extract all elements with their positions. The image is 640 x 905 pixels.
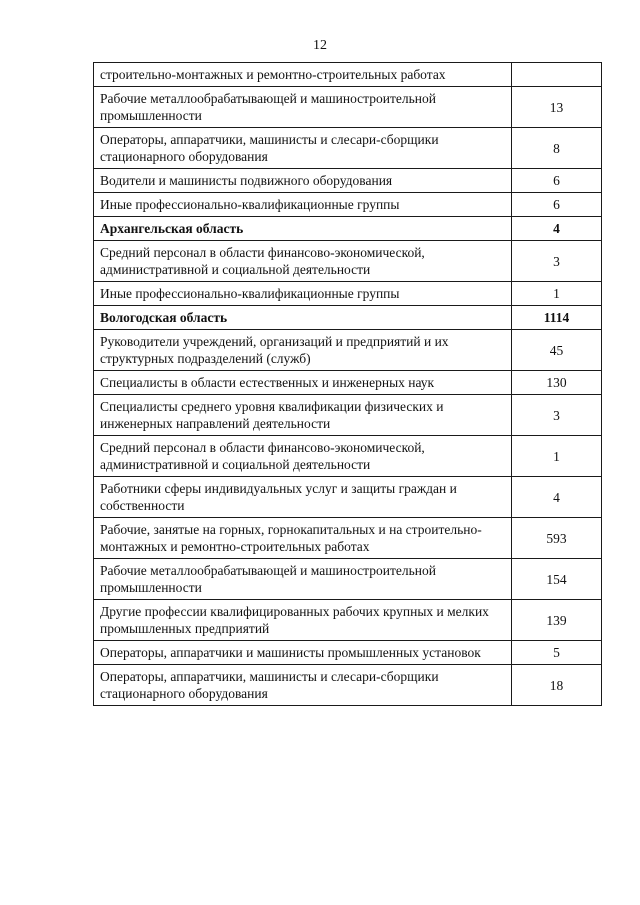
table-row <box>94 477 602 518</box>
occupation-group: Рабочие, занятые на горных, горнокапитальных и на строительно-монтажных и ремонтно-строительных работах <box>94 518 512 559</box>
occupation-group: Операторы, аппаратчики и машинисты промышленных установок <box>94 641 512 665</box>
occupation-group: Другие профессии квалифицированных рабочих крупных и мелких промышленных предприятий <box>94 600 512 641</box>
count-value: 8 <box>512 128 602 169</box>
table-row <box>94 559 602 600</box>
region-row <box>94 306 602 330</box>
occupation-group: строительно-монтажных и ремонтно-строительных работах <box>94 63 512 87</box>
count-value: 4 <box>512 217 602 241</box>
count-value: 1114 <box>512 306 602 330</box>
occupation-group: Иные профессионально-квалификационные группы <box>94 282 512 306</box>
table-row <box>94 395 602 436</box>
count-value: 154 <box>512 559 602 600</box>
table-row <box>94 330 602 371</box>
table-row <box>94 641 602 665</box>
count-value: 593 <box>512 518 602 559</box>
region-name: Архангельская область <box>94 217 512 241</box>
table-row <box>94 282 602 306</box>
count-value: 13 <box>512 87 602 128</box>
count-value: 3 <box>512 395 602 436</box>
table-row <box>94 518 602 559</box>
count-value: 18 <box>512 665 602 706</box>
table-row <box>94 87 602 128</box>
occupation-group: Руководители учреждений, организаций и предприятий и их структурных подразделений (служб) <box>94 330 512 371</box>
table-row <box>94 600 602 641</box>
occupation-group: Средний персонал в области финансово-экономической, административной и социальной деятельности <box>94 241 512 282</box>
page-number: 12 <box>313 38 327 53</box>
count-value: 3 <box>512 241 602 282</box>
table-row <box>94 128 602 169</box>
table-row <box>94 665 602 706</box>
count-value: 6 <box>512 169 602 193</box>
count-value: 6 <box>512 193 602 217</box>
table-row <box>94 169 602 193</box>
count-value: 4 <box>512 477 602 518</box>
region-row <box>94 217 602 241</box>
count-value: 139 <box>512 600 602 641</box>
count-value: 45 <box>512 330 602 371</box>
table-row <box>94 436 602 477</box>
count-value <box>512 63 602 87</box>
occupation-group: Работники сферы индивидуальных услуг и защиты граждан и собственности <box>94 477 512 518</box>
occupation-group: Операторы, аппаратчики, машинисты и слесари-сборщики стационарного оборудования <box>94 128 512 169</box>
table-row <box>94 241 602 282</box>
occupation-group: Водители и машинисты подвижного оборудования <box>94 169 512 193</box>
count-value: 1 <box>512 282 602 306</box>
occupation-group: Специалисты в области естественных и инженерных наук <box>94 371 512 395</box>
table-row <box>94 371 602 395</box>
occupation-group: Рабочие металлообрабатывающей и машиностроительной промышленности <box>94 87 512 128</box>
count-value: 5 <box>512 641 602 665</box>
occupation-group: Специалисты среднего уровня квалификации физических и инженерных направлений деятельности <box>94 395 512 436</box>
occupation-group: Средний персонал в области финансово-экономической, административной и социальной деятельности <box>94 436 512 477</box>
count-value: 1 <box>512 436 602 477</box>
table-row <box>94 63 602 87</box>
occupation-group: Иные профессионально-квалификационные группы <box>94 193 512 217</box>
table-row <box>94 193 602 217</box>
region-name: Вологодская область <box>94 306 512 330</box>
occupation-group: Операторы, аппаратчики, машинисты и слесари-сборщики стационарного оборудования <box>94 665 512 706</box>
occupation-group: Рабочие металлообрабатывающей и машиностроительной промышленности <box>94 559 512 600</box>
count-value: 130 <box>512 371 602 395</box>
statistics-table <box>93 62 602 706</box>
